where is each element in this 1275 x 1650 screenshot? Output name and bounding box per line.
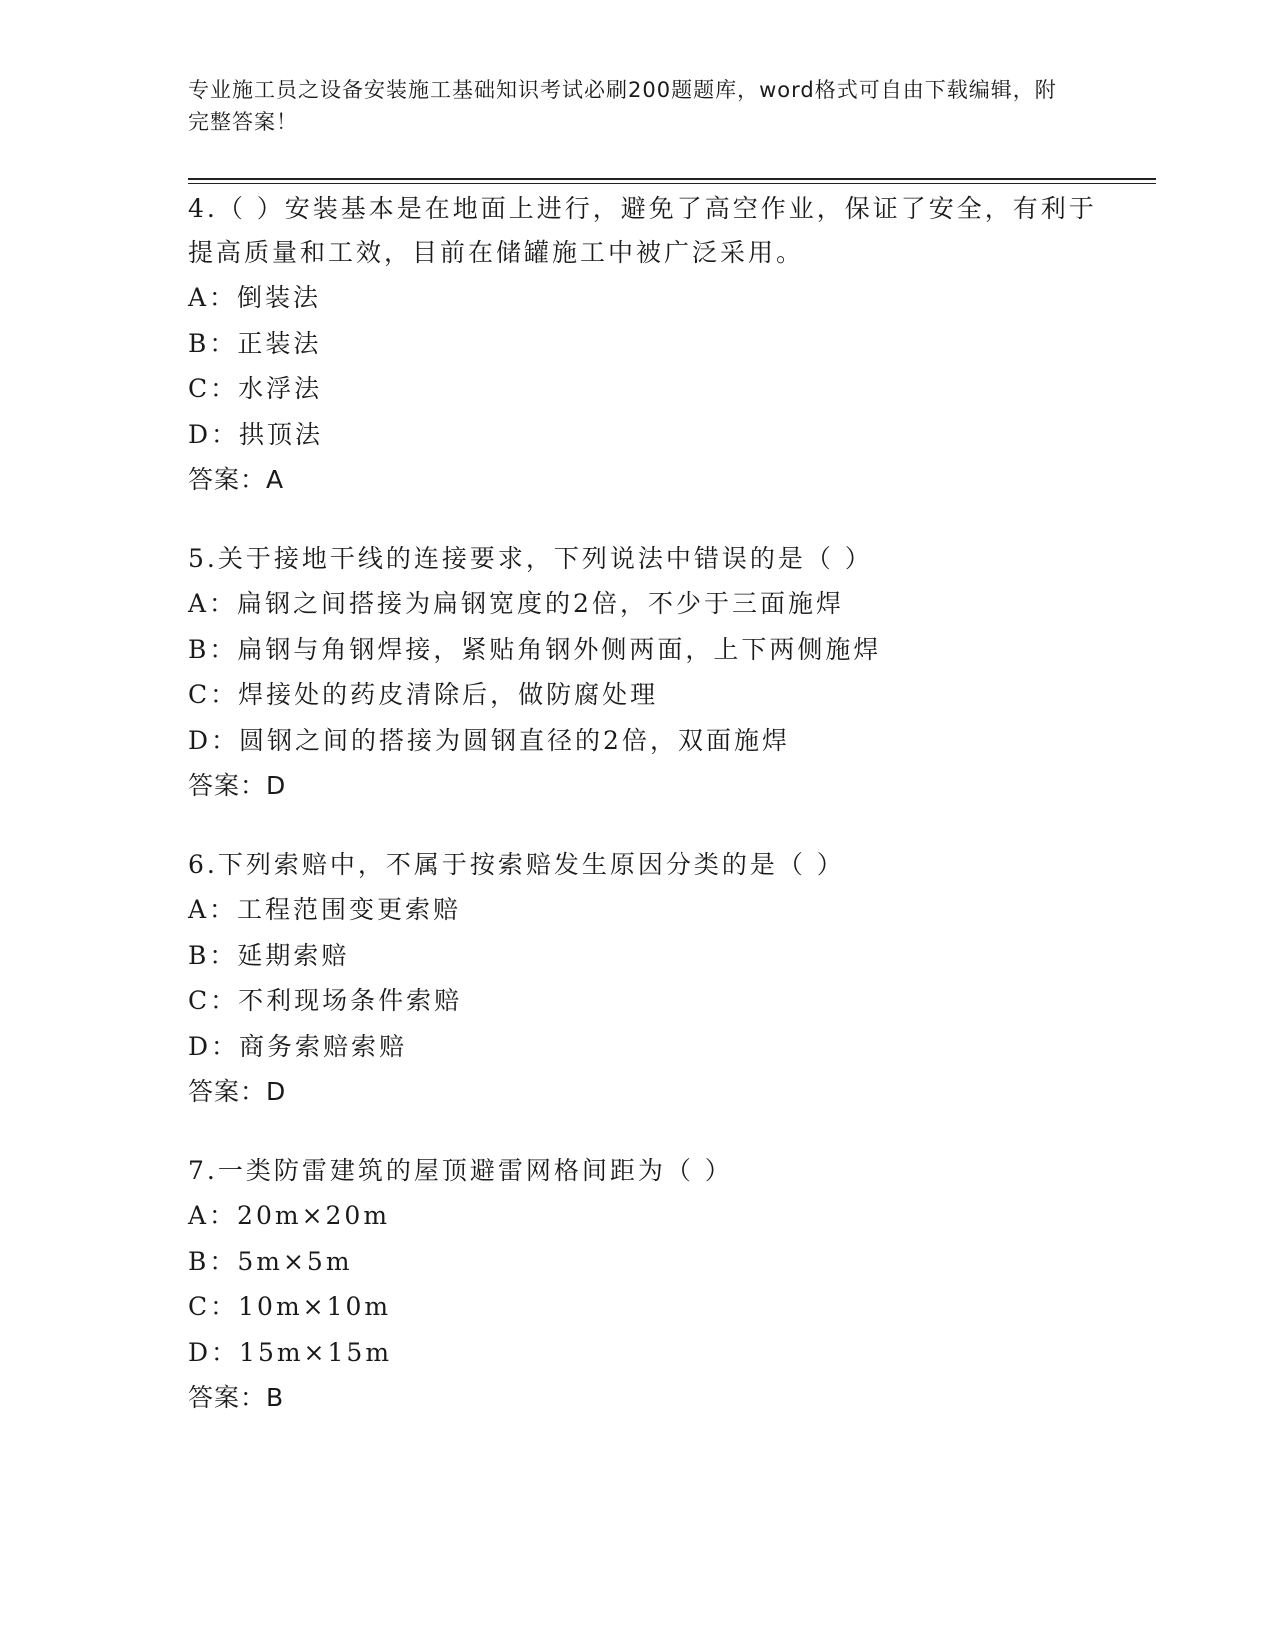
question-7 (188, 1149, 1108, 1421)
question-stem: 7.一类防雷建筑的屋顶避雷网格间距为（ ） (188, 1156, 733, 1185)
header-rule-thin (188, 183, 1156, 184)
header-rule-thick (188, 178, 1156, 180)
answer: 答案：D (188, 1077, 287, 1106)
answer: 答案：D (188, 771, 287, 800)
answer: 答案：B (188, 1383, 285, 1412)
option-b: B：扁钢与角钢焊接，紧贴角钢外侧两面，上下两侧施焊 (188, 634, 882, 664)
option-c: C：10m×10m (188, 1292, 392, 1321)
question-6 (188, 843, 1108, 1115)
option-b: B：延期索赔 (188, 940, 350, 970)
option-a: A：工程范围变更索赔 (188, 895, 462, 924)
option-a: A：20m×20m (188, 1201, 391, 1230)
option-b: B：5m×5m (188, 1246, 353, 1276)
option-a: A：倒装法 (188, 283, 322, 312)
option-d: D：圆钢之间的搭接为圆钢直径的2倍，双面施焊 (188, 725, 790, 755)
option-c: C：不利现场条件索赔 (188, 986, 463, 1015)
option-d: D：商务索赔索赔 (188, 1031, 408, 1061)
document-title: 专业施工员之设备安装施工基础知识考试必刷200题题库，word格式可自由下载编辑，附完整答案！ (188, 78, 1057, 134)
option-d: D：拱顶法 (188, 419, 324, 449)
option-a: A：扁钢之间搭接为扁钢宽度的2倍，不少于三面施焊 (188, 589, 844, 618)
option-b: B：正装法 (188, 328, 322, 358)
option-c: C：水浮法 (188, 374, 323, 403)
question-5 (188, 537, 1108, 809)
question-stem: 6.下列索赔中，不属于按索赔发生原因分类的是（ ） (188, 850, 845, 879)
answer: 答案：A (188, 465, 285, 494)
option-d: D：15m×15m (188, 1337, 393, 1367)
question-4 (188, 187, 1108, 503)
question-stem: 4.（ ）安装基本是在地面上进行，避免了高空作业，保证了安全，有利于提高质量和工效，目前在储罐施工中被广泛采用。 (188, 194, 1097, 267)
question-stem: 5.关于接地干线的连接要求，下列说法中错误的是（ ） (188, 544, 873, 573)
question-list (188, 187, 1108, 1455)
option-c: C：焊接处的药皮清除后，做防腐处理 (188, 680, 659, 709)
